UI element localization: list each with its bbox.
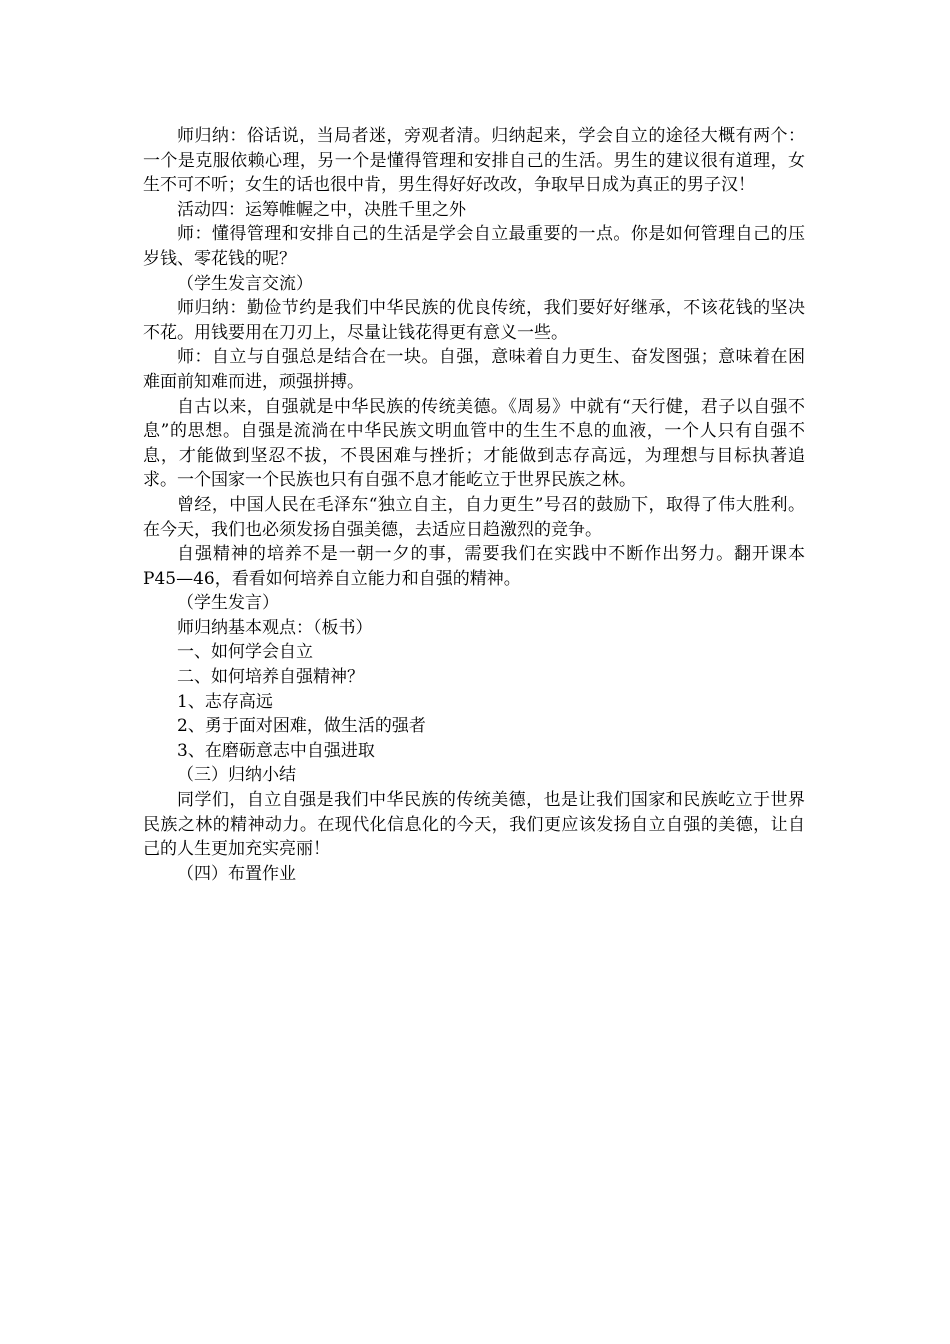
board-point-one: 一、如何学会自立 (177, 642, 313, 663)
section-summary-heading: （三）归纳小结 (177, 765, 296, 786)
paragraph-history: 曾经，中国人民在毛泽东“独立自主，自力更生”号召的鼓励下，取得了伟大胜利。在今天，我们也必须发扬自强美德，去适应日趋激烈的竞争。 (143, 494, 805, 540)
paragraph-board-heading: 师归纳基本观点：（板书） (177, 617, 373, 638)
board-subpoint-3: 3、在磨砺意志中自强进取 (177, 740, 375, 761)
paragraph-self-reliance-strength: 师：自立与自强总是结合在一块。自强，意味着自力更生、奋发图强；意味着在困难面前知难而进，顽强拼搏。 (143, 347, 805, 392)
paragraph-teacher-question-money: 师：懂得管理和安排自己的生活是学会自立最重要的一点。你是如何管理自己的压岁钱、零花钱的呢？ (143, 224, 805, 269)
document-page (143, 124, 805, 886)
paragraph-activity-four: 活动四：运筹帷幄之中，决胜千里之外 (177, 199, 466, 220)
paragraph-textbook: 自强精神的培养不是一朝一夕的事，需要我们在实践中不断作出努力。翻开课本P45—46，看看如何培养自立能力和自强的精神。 (143, 544, 805, 589)
board-subpoint-1: 1、志存高远 (177, 691, 273, 712)
paragraph-student-discussion: （学生发言交流） (177, 273, 313, 294)
paragraph-summary-independence: 师归纳：俗话说，当局者迷，旁观者清。归纳起来，学会自立的途径大概有两个：一个是克服依赖心理，另一个是懂得管理和安排自己的生活。男生的建议很有道理，女生不可不听；女生的话也很中肯，男生得好好改改，争取早日成为真正的男子汉！ (143, 126, 805, 196)
board-subpoint-2: 2、勇于面对困难，做生活的强者 (177, 716, 426, 737)
paragraph-tradition: 自古以来，自强就是中华民族的传统美德。《周易》中就有“天行健，君子以自强不息”的思想。自强是流淌在中华民族文明血管中的生生不息的血液，一个人只有自强不息，才能做到坚忍不拔，不畏困难与挫折；才能做到志存高远，为理想与目标执著追求。一个国家一个民族也只有自强不息才能屹立于世界民族之林。 (143, 396, 805, 491)
paragraph-closing: 同学们，自立自强是我们中华民族的传统美德，也是让我们国家和民族屹立于世界民族之林的精神动力。在现代化信息化的今天，我们更应该发扬自立自强的美德，让自己的人生更加充实亮丽！ (143, 790, 805, 860)
section-homework-heading: （四）布置作业 (177, 863, 296, 884)
board-point-two: 二、如何培养自强精神？ (177, 667, 364, 688)
paragraph-summary-thrift: 师归纳：勤俭节约是我们中华民族的优良传统，我们要好好继承，不该花钱的坚决不花。用钱要用在刀刃上，尽量让钱花得更有意义一些。 (143, 298, 805, 343)
paragraph-student-speech: （学生发言） (177, 593, 279, 614)
